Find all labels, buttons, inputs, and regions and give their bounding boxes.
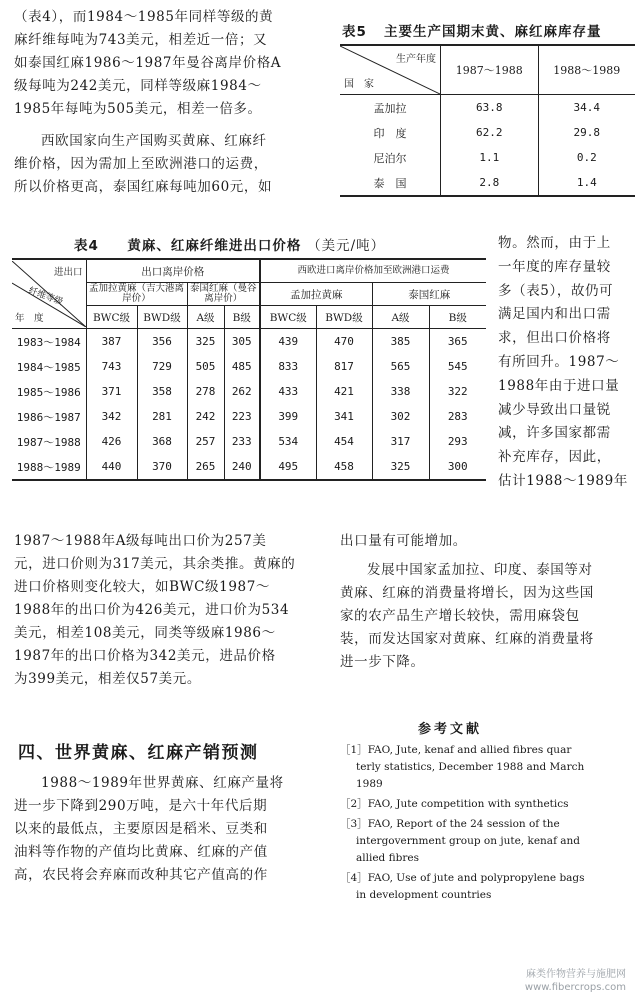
reference-item: [340, 742, 625, 793]
table5-country: 印 度: [373, 126, 407, 140]
left-lower-line: 进口价格则变化较大，如BWC级1987～: [14, 579, 270, 595]
table4-cell: 454: [316, 429, 372, 454]
reference-item: [340, 796, 625, 813]
table-row: [340, 145, 635, 170]
left-lower-text: [14, 530, 330, 691]
table4-grade: B级: [224, 306, 260, 329]
reference-text: in development countries: [356, 889, 492, 901]
table5-cell: 63.8: [441, 95, 539, 121]
table4-cell: 265: [187, 454, 224, 480]
table-row: [12, 379, 486, 404]
table4-unit: （美元/吨）: [307, 238, 386, 254]
table4-cell: 342: [86, 404, 137, 429]
right-p2-line: 发展中国家孟加拉、印度、泰国等对: [367, 562, 593, 578]
reference-text: FAO, Jute competition with synthetics: [367, 798, 569, 810]
table5-country: 尼泊尔: [373, 151, 407, 165]
table4-cell: 305: [224, 329, 260, 355]
table4-cell: 470: [316, 329, 372, 355]
right-col-line: 减，许多国家都需: [498, 425, 611, 442]
table4-sub-th-export: 泰国红麻（曼谷离岸价）: [187, 283, 260, 306]
table4-cell: 440: [86, 454, 137, 480]
right-col-line: 1988年由于进口量: [498, 377, 620, 394]
intro-text: [14, 6, 330, 199]
table5-col1-header: 1987～1988: [441, 45, 539, 95]
table4-year: 1984～1985: [16, 360, 81, 374]
table4-cell: 817: [316, 354, 372, 379]
table4-cell: 300: [429, 454, 486, 480]
table5-diag-bottom: 国 家: [344, 79, 374, 90]
table4-cell: 495: [260, 454, 316, 480]
table5-col2-header: 1988～1989: [538, 45, 635, 95]
right-col-line: 补充库存，因此，: [498, 449, 611, 466]
table4-cell: 262: [224, 379, 260, 404]
intro-p2-line: 维价格，因为需加上至欧洲港口的运费，: [14, 156, 268, 172]
left-lower-line: 1987年的出口价格为342美元，进品价格: [14, 648, 276, 664]
reference-text: FAO, Jute, kenaf and allied fibres quar: [367, 744, 572, 756]
table4-caption: [74, 234, 385, 254]
right-col-line: 估计1988～1989年: [498, 472, 628, 489]
table4-grade: BWC级: [260, 306, 316, 329]
right-lower-text: [340, 530, 632, 674]
table4-year: 1983～1984: [16, 335, 81, 349]
table4-cell: 317: [372, 429, 429, 454]
reference-text: intergovernment group on jute, kenaf and: [356, 835, 581, 847]
right-col-line: 减少导致出口量锐: [498, 401, 611, 418]
table5-cell: 2.8: [441, 170, 539, 196]
table-row: [12, 329, 486, 355]
intro-line: 如泰国红麻1986～1987年曼谷离岸价格A: [14, 55, 282, 71]
reference-item: [340, 816, 625, 867]
right-col-line: 满足国内和出口需: [498, 306, 611, 323]
reference-item: [340, 870, 625, 904]
reference-num: ［3］: [340, 818, 368, 830]
left-lower-line: 1988年的出口价为426美元，进口价为534: [14, 602, 290, 618]
table-row: [12, 354, 486, 379]
table4-year: 1988～1989: [12, 454, 86, 480]
table4-cell: 371: [86, 379, 137, 404]
references-list: [340, 742, 625, 907]
right-p2-line: 进一步下降。: [340, 654, 425, 670]
table4-grade: BWD级: [316, 306, 372, 329]
table4-cell: 387: [86, 329, 137, 355]
table4-cell: 545: [429, 354, 486, 379]
table4-cell: 293: [429, 429, 486, 454]
table5-label: 表5: [342, 24, 367, 40]
intro-p2-line: 西欧国家向生产国购买黄麻、红麻纤: [41, 133, 267, 149]
table4-cell: 399: [260, 404, 316, 429]
section-title: 四、世界黄麻、红麻产销预测: [18, 743, 259, 763]
intro-line: 麻纤维每吨为743美元，相差近一倍；又: [14, 32, 268, 48]
table5: [340, 44, 635, 197]
intro-line: 级每吨为242美元，同样等级麻1984～: [14, 78, 262, 94]
table4-title: 黄麻、红麻纤维进出口价格: [127, 238, 302, 254]
table4-cell: 223: [224, 404, 260, 429]
table4-cell: 242: [187, 404, 224, 429]
table4-cell: 439: [260, 329, 316, 355]
table4-cell: 257: [187, 429, 224, 454]
table4-group-import: 西欧进口离岸价格加至欧洲港口运费: [260, 259, 486, 283]
section-line: 进一步下降到290万吨，是六十年代后期: [14, 798, 268, 814]
table5-cell: 62.2: [441, 120, 539, 145]
left-lower-line: 元，进口价则为317美元，其余类推。黄麻的: [14, 556, 296, 572]
reference-text: allied fibres: [356, 852, 419, 864]
table4-cell: 565: [372, 354, 429, 379]
right-p2-line: 装，而发达国家对黄麻、红麻的消费量将: [340, 631, 594, 647]
table4-group-export: 出口离岸价格: [86, 259, 260, 283]
section-text: [14, 772, 330, 887]
table4-cell: 325: [372, 454, 429, 480]
table5-country: 泰 国: [340, 170, 441, 196]
intro-line: （表4），而1984～1985年同样等级的黄: [14, 9, 274, 25]
table4-year: 1987～1988: [16, 435, 81, 449]
table5-cell: 29.8: [538, 120, 635, 145]
table4-cell: 421: [316, 379, 372, 404]
table4-cell: 356: [137, 329, 187, 355]
reference-text: FAO, Use of jute and polypropylene bags: [367, 872, 585, 884]
table5-title: 主要生产国期末黄、麻红麻库存量: [384, 24, 602, 40]
table4-grade: BWC级: [86, 306, 137, 329]
table4-cell: 358: [137, 379, 187, 404]
right-col-line: 有所回升。1987～: [498, 353, 620, 370]
table4-cell: 278: [187, 379, 224, 404]
watermark-line: 麻类作物营养与施肥网: [526, 969, 626, 980]
table4-label: 表4: [74, 238, 99, 254]
table4-cell: 743: [86, 354, 137, 379]
table4-cell: 341: [316, 404, 372, 429]
right-col-text: [498, 232, 632, 494]
left-lower-line: 为399美元，相差仅57美元。: [14, 671, 201, 687]
reference-text: 1989: [356, 778, 383, 790]
table-row: [12, 454, 486, 480]
table4-body: [12, 329, 486, 481]
section-line: 油料等作物的产值均比黄麻、红麻的产值: [14, 844, 268, 860]
section-line: 1988～1989年世界黄麻、红麻产量将: [41, 775, 284, 791]
table4-cell: 433: [260, 379, 316, 404]
table4-sub-bd-import: 孟加拉黄麻: [260, 283, 372, 306]
watermark: [525, 968, 626, 994]
table4-cell: 534: [260, 429, 316, 454]
table4-cell: 240: [224, 454, 260, 480]
table4-diag-top: 进出口: [53, 267, 83, 278]
table4-grade: A级: [187, 306, 224, 329]
table4-cell: 385: [372, 329, 429, 355]
table4-diag-bottom: 年 度: [15, 313, 44, 324]
table5-diag-top: 生产年度: [396, 54, 436, 65]
table4-cell: 325: [187, 329, 224, 355]
table4-cell: 426: [86, 429, 137, 454]
table5-cell: 0.2: [538, 145, 635, 170]
table4-cell: 505: [187, 354, 224, 379]
intro-p2-line: 所以价格更高，泰国红麻每吨加60元，如: [14, 179, 273, 195]
table4-grade: A级: [372, 306, 429, 329]
left-lower-line: 美元，相差108美元，同类等级麻1986～: [14, 625, 276, 641]
table4-cell: 365: [429, 329, 486, 355]
references-heading: 参考文献: [418, 722, 483, 737]
table4-year: 1985～1986: [16, 385, 81, 399]
table4-year: 1986～1987: [16, 410, 81, 424]
table4-diag-header: [12, 259, 86, 329]
reference-num: ［1］: [340, 744, 368, 756]
right-col-line: 物。然而，由于上: [498, 235, 611, 251]
right-p2-line: 家的农产品生产增长较快，需用麻袋包: [340, 608, 580, 624]
table-row: [340, 170, 635, 196]
table4-cell: 322: [429, 379, 486, 404]
table4-cell: 485: [224, 354, 260, 379]
table4-cell: 233: [224, 429, 260, 454]
table4-cell: 283: [429, 404, 486, 429]
table-row: [340, 120, 635, 145]
table4-sub-bd-export: 孟加拉黄麻（吉大港离岸价）: [86, 283, 187, 306]
section-line: 高，农民将会弃麻而改种其它产值高的作: [14, 867, 268, 883]
table-row: [12, 429, 486, 454]
table4-cell: 338: [372, 379, 429, 404]
table4-cell: 729: [137, 354, 187, 379]
table-row: [340, 95, 635, 121]
table4-cell: 281: [137, 404, 187, 429]
table5-caption: [342, 20, 602, 40]
watermark-line: www.fibercrops.com: [524, 982, 626, 993]
table4: [12, 258, 486, 481]
table4-cell: 458: [316, 454, 372, 480]
table4-cell: 833: [260, 354, 316, 379]
right-p2-line: 黄麻、红麻的消费量将增长，因为这些国: [340, 585, 594, 601]
reference-text: FAO, Report of the 24 session of the: [367, 818, 560, 830]
table5-cell: 1.1: [441, 145, 539, 170]
table5-diag-header: [340, 45, 441, 95]
table5-cell: 1.4: [538, 170, 635, 196]
table4-diag-mid: 纤维等级: [26, 286, 65, 308]
reference-num: ［2］: [340, 798, 368, 810]
reference-num: ［4］: [340, 872, 368, 884]
reference-text: terly statistics, December 1988 and March: [356, 761, 585, 773]
table4-grade: B级: [429, 306, 486, 329]
table5-cell: 34.4: [538, 95, 635, 121]
left-lower-line: 1987～1988年A级每吨出口价为257美: [14, 533, 267, 549]
table4-cell: 368: [137, 429, 187, 454]
intro-line: 1985年每吨为505美元，相差一倍多。: [14, 101, 262, 117]
table4-cell: 302: [372, 404, 429, 429]
table4-cell: 370: [137, 454, 187, 480]
right-col-cont: 出口量有可能增加。: [340, 533, 467, 549]
section-line: 以来的最低点，主要原因是稻米、豆类和: [14, 821, 268, 837]
table5-country: 孟加拉: [373, 101, 407, 115]
right-col-line: 多（表5），故仍可: [498, 282, 614, 299]
table4-sub-th-import: 泰国红麻: [372, 283, 486, 306]
right-col-line: 求，但出口价格将: [498, 330, 611, 347]
right-col-line: 一年度的库存量较: [498, 258, 611, 275]
table-row: [12, 404, 486, 429]
table4-grade: BWD级: [137, 306, 187, 329]
